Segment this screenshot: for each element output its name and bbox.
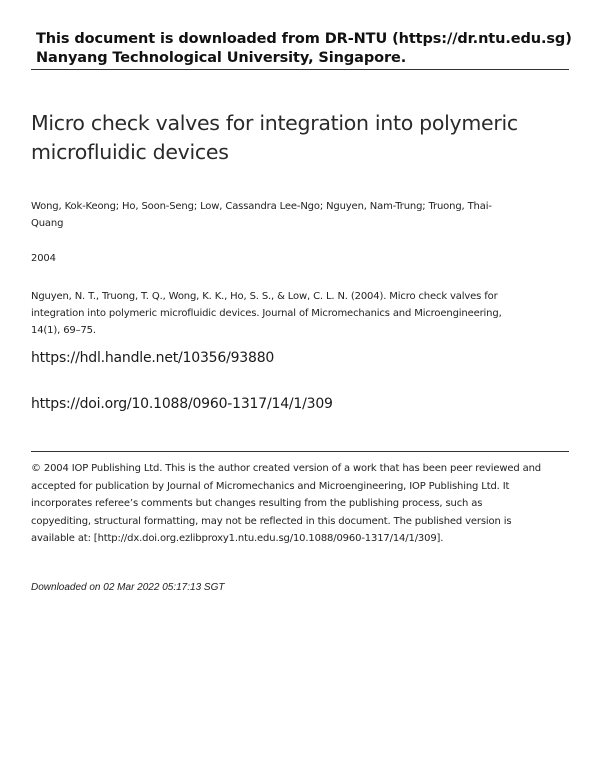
institution-header-line: Nanyang Technological University, Singapore. [36,50,407,66]
notice-divider [31,451,569,452]
document-title: Micro check valves for integration into polymeric microfluidic devices [31,111,518,164]
download-timestamp: Downloaded on 02 Mar 2022 05:17:13 SGT [31,582,225,593]
header-divider [31,69,569,70]
publication-year: 2004 [31,253,56,264]
doi-link[interactable]: https://doi.org/10.1088/0960-1317/14/1/309 [31,396,333,412]
repository-header-line: This document is downloaded from DR-NTU (https://dr.ntu.edu.sg) [36,31,572,47]
authors-list: Wong, Kok-Keong; Ho, Soon-Seng; Low, Cassandra Lee-Ngo; Nguyen, Nam-Trung; Truong, Thai-Quang [31,201,492,229]
handle-link[interactable]: https://hdl.handle.net/10356/93880 [31,350,275,366]
citation-text: Nguyen, N. T., Truong, T. Q., Wong, K. K., Ho, S. S., & Low, C. L. N. (2004). Micro check valves for integration into polymeric microfluidic devices. Journal of Micromechanics and Microengineering, 14(1), 69–75. [31,291,502,336]
copyright-notice: © 2004 IOP Publishing Ltd. This is the author created version of a work that has been peer reviewed and accepted for publication by Journal of Micromechanics and Microengineering, IOP Publishing Ltd. It incorporates referee’s comments but changes resulting from the publishing process, such as copyediting, structural formatting, may not be reflected in this document. The published version is available at: [http://dx.doi.org.ezlibproxy1.ntu.edu.sg/10.1088/0960-1317/14/1/309]. [31,463,541,544]
